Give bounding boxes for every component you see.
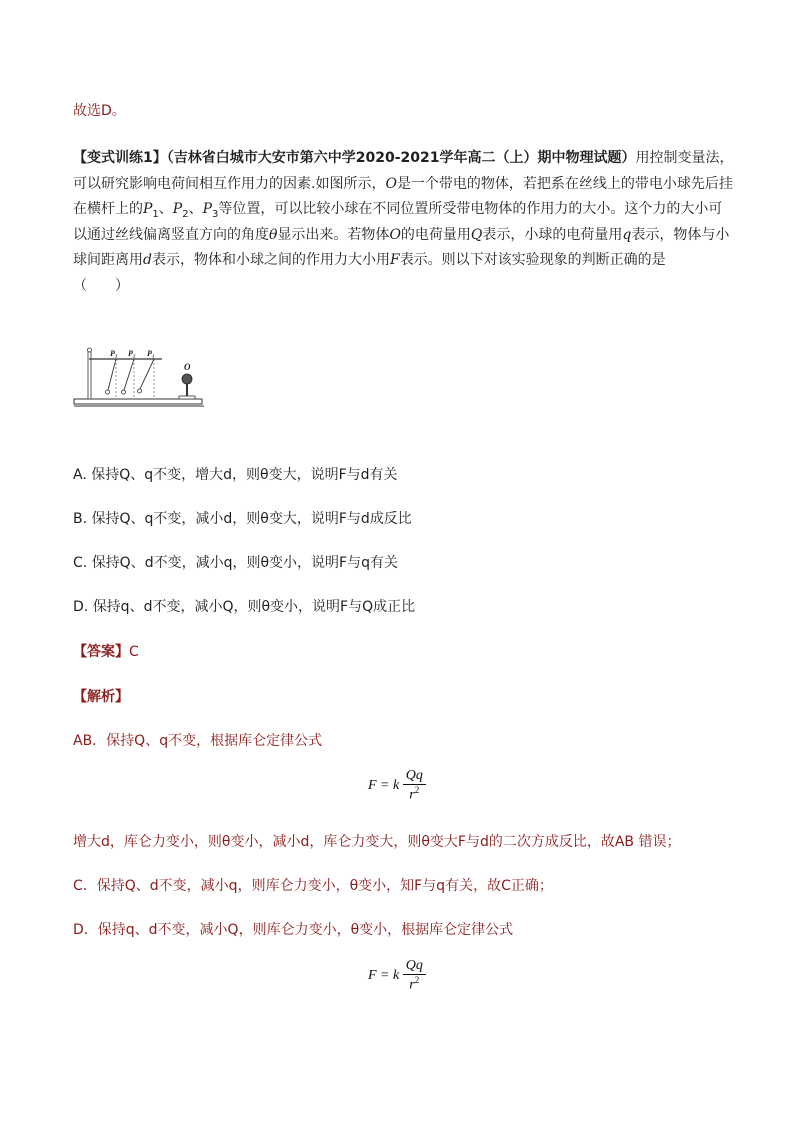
stem-text-8: 表示，物体和小球之间的作用力大小用 xyxy=(151,252,390,268)
sep-2: 、 xyxy=(188,201,203,217)
var-p3-sub: 3 xyxy=(212,208,219,220)
formula-1-numerator: Qq xyxy=(403,768,426,785)
figure-thread-p3 xyxy=(108,359,116,390)
formula-2-fraction xyxy=(403,958,426,994)
figure-pole-knob xyxy=(88,348,92,352)
formula-2-lhs: F = k xyxy=(368,968,400,984)
var-p1: P xyxy=(143,201,153,217)
var-Q: Q xyxy=(470,226,483,243)
figure-ball-p1 xyxy=(138,389,142,393)
option-b-letter: B. xyxy=(73,511,88,527)
intro-line: 故选D。 xyxy=(73,103,126,119)
formula-1 xyxy=(368,768,426,804)
stem-text-9: 表示。则以下对该实验现象的判断正确的是 xyxy=(399,252,666,268)
option-c-letter: C. xyxy=(73,555,88,571)
option-a-letter: A. xyxy=(73,467,87,483)
formula-1-fraction xyxy=(403,768,426,804)
stem-text-4: 显示出来。若物体 xyxy=(277,226,390,243)
var-d: d xyxy=(143,252,152,268)
stem-text-7: 表示，物体与小球间距离用 xyxy=(73,226,730,268)
figure-base xyxy=(74,399,202,404)
formula-1-den-exp: 2 xyxy=(414,785,420,795)
var-p1-sub: 1 xyxy=(152,208,159,220)
var-O: O xyxy=(385,175,397,192)
sep-1: 、 xyxy=(158,201,173,217)
option-a[interactable] xyxy=(73,465,398,486)
formula-2-den-base: r xyxy=(409,977,415,993)
exercise-stem xyxy=(73,146,735,299)
figure-thread-p1 xyxy=(140,359,154,389)
formula-1-lhs: F = k xyxy=(368,778,400,794)
figure-label-p3: P₃ xyxy=(110,349,118,358)
stem-text-6: 表示，小球的电荷量用 xyxy=(482,226,623,243)
answer-value: C xyxy=(129,644,139,660)
answer-line xyxy=(73,642,733,663)
analysis-tag: 【解析】 xyxy=(73,689,129,705)
formula-2 xyxy=(368,958,426,994)
formula-2-denominator xyxy=(403,975,426,994)
formula-2-den-exp: 2 xyxy=(414,975,420,985)
var-p2-sub: 2 xyxy=(182,208,189,220)
figure-sphere-stand xyxy=(179,396,195,399)
figure-label-p2: P₂ xyxy=(128,349,136,358)
stem-text-3: 等位置，可以比较小球在不同位置所受带电物体的作用力的大小。这个力的大小可以通过丝线偏离竖直方向的角度 xyxy=(73,201,723,243)
exercise-tag: 【变式训练1】 xyxy=(73,150,167,166)
figure-ball-p2 xyxy=(122,390,126,394)
option-b-text: 保持Q、q不变，减小d，则θ变大，说明F与d成反比 xyxy=(91,511,412,527)
stem-text-2: 是一个带电的物体，若把系在丝线上的带电小球先后挂在横杆上的 xyxy=(73,175,733,217)
option-d-letter: D. xyxy=(73,599,89,615)
analysis-ab2-line: 增大d，库仑力变小，则θ变小，减小d，库仑力变大，则θ变大F与d的二次方成反比，故AB 错误； xyxy=(73,834,681,850)
exercise-source: （吉林省白城市大安市第六中学2020-2021学年高二（上）期中物理试题） xyxy=(166,150,636,166)
figure-ball-p3 xyxy=(106,390,110,394)
option-d-text: 保持q、d不变，减小Q，则θ变小，说明F与Q成正比 xyxy=(92,599,416,615)
var-O2: O xyxy=(389,226,401,243)
formula-1-denominator xyxy=(403,785,426,804)
analysis-ab-line: AB．保持Q、q不变，根据库仑定律公式 xyxy=(73,733,323,749)
var-F: F xyxy=(389,252,400,268)
answer-bracket: （ ） xyxy=(73,277,129,294)
option-d[interactable] xyxy=(73,597,415,618)
figure-sphere-post xyxy=(186,384,188,396)
option-c-text: 保持Q、d不变，减小q，则θ变小，说明F与q有关 xyxy=(91,555,398,571)
formula-1-den-base: r xyxy=(409,787,415,803)
stem-text-1: 用控制变量法，可以研究影响电荷间相互作用力的因素.如图所示， xyxy=(73,150,734,192)
var-theta: θ xyxy=(269,226,278,243)
option-a-text: 保持Q、q不变，增大d，则θ变大，说明F与d有关 xyxy=(91,467,398,483)
figure-label-p1: P₁ xyxy=(147,349,155,358)
option-c[interactable] xyxy=(73,553,398,574)
figure-stand-pole xyxy=(88,349,91,399)
figure-charged-sphere xyxy=(182,374,192,384)
var-p2: P xyxy=(172,201,183,217)
figure-thread-p2 xyxy=(124,359,134,390)
analysis-d-line: D．保持q、d不变，减小Q，则库仑力变小，θ变小，根据库仑定律公式 xyxy=(73,922,514,938)
formula-2-numerator: Qq xyxy=(403,958,426,975)
option-b[interactable] xyxy=(73,509,412,530)
analysis-c-line: C．保持Q、d不变，减小q，则库仑力变小，θ变小，知F与q有关，故C正确； xyxy=(73,878,553,894)
answer-tag: 【答案】 xyxy=(73,644,129,660)
var-q: q xyxy=(622,226,632,243)
experiment-figure xyxy=(72,340,212,412)
figure-label-o: O xyxy=(184,362,191,372)
var-p3: P xyxy=(202,201,213,217)
stem-text-5: 的电荷量用 xyxy=(400,226,471,243)
